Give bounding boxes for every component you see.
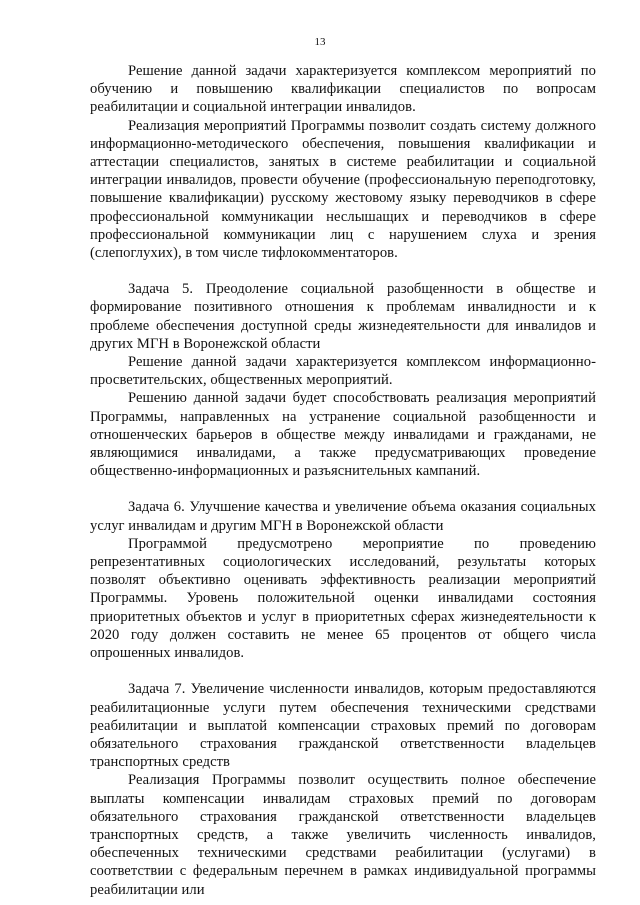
task-heading-7: Задача 7. Увеличение численности инвалидов, которым предоставляются реабилитационные услуги путем обеспечения техническими средствами реабилитации и выплатой компенсации страховых премий по договорам обязательного страхования гражданской ответственности владельцев транспортных средств [90,681,596,771]
paragraph: Решению данной задачи будет способствовать реализация мероприятий Программы, направленных на устранение социальной разобщенности и отношенческих барьеров в обществе между инвалидами и гражданами, не являющимися инвалидами, а также предусматривающих проведение общественно-информационных и разъяснительных кампаний. [90,390,596,480]
paragraph: Реализация мероприятий Программы позволит создать систему должного информационно-методического обеспечения, повышения квалификации и аттестации специалистов, занятых в системе реабилитации и социальной интеграции инвалидов, провести обучение (профессиональную переподготовку, повышение квалификации) русскому жестовому языку переводчиков в сфере профессиональной коммуникации неслышащих и переводчиков в сфере профессиональной коммуникации лиц с нарушением слуха и зрения (слепоглухих), в том числе тифлокомментаторов. [90,117,596,262]
paragraph: Реализация Программы позволит осуществить полное обеспечение выплаты компенсации инвалидам страховых премий по договорам обязательного страхования гражданской ответственности владельцев транспортных средств, а также увеличить численность инвалидов, обеспеченных техническими средствами реабилитации (услугами) в соответствии с федеральным перечнем в рамках индивидуальной программы реабилитации или [90,772,596,898]
document-body [90,62,596,899]
task-heading-5: Задача 5. Преодоление социальной разобщенности в обществе и формирование позитивного отношения к проблемам инвалидности и к проблеме обеспечения доступной среды жизнедеятельности для инвалидов и других МГН в Воронежской области [90,281,596,352]
paragraph: Решение данной задачи характеризуется комплексом информационно-просветительских, общественных мероприятий. [90,354,596,389]
task-heading-6: Задача 6. Улучшение качества и увеличение объема оказания социальных услуг инвалидам и другим МГН в Воронежской области [90,499,596,534]
paragraph: Решение данной задачи характеризуется комплексом мероприятий по обучению и повышению квалификации специалистов по вопросам реабилитации и социальной интеграции инвалидов. [90,63,596,116]
page-number: 13 [314,36,326,48]
paragraph: Программой предусмотрено мероприятие по проведению репрезентативных социологических исследований, результаты которых позволят объективно оценивать эффективность реализации мероприятий Программы. Уровень положительной оценки инвалидами состояния приоритетных объектов и услуг в приоритетных сферах жизнедеятельности к 2020 году должен составить не менее 65 процентов от общего числа опрошенных инвалидов. [90,535,596,662]
